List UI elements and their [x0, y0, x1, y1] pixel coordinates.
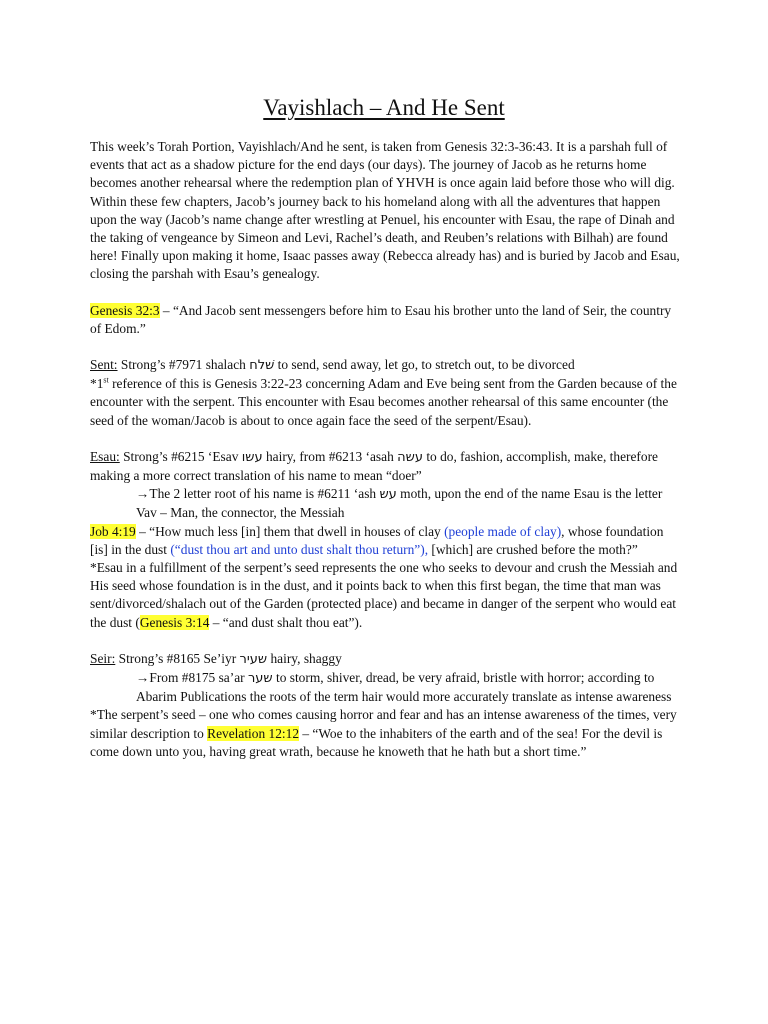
- job-text-3: [which] are crushed before the moth?”: [428, 541, 638, 557]
- seir-root-note: [90, 669, 680, 706]
- arrow-icon: →: [136, 670, 150, 686]
- sent-definition: [90, 356, 680, 375]
- sent-note: [90, 375, 680, 430]
- seir-from-1: From #8175 sa’ar: [149, 670, 248, 686]
- sent-hebrew: שׁלח: [249, 358, 275, 374]
- esau-serpent-note: [90, 559, 680, 632]
- document-body: [90, 138, 680, 761]
- seir-label: Seir:: [90, 650, 116, 666]
- ash-hebrew: עש: [379, 487, 397, 503]
- esau-note-2: – “and dust shalt thou eat”).: [209, 614, 363, 630]
- sent-note-sup: st: [103, 375, 109, 385]
- sent-note-prefix: *1: [90, 376, 104, 392]
- esau-strongs: Strong’s #6215 ‘Esav: [119, 448, 242, 464]
- revelation-12-12-highlight: Revelation 12:12: [207, 725, 300, 741]
- seir-definition: [90, 650, 680, 669]
- esau-label: Esau:: [90, 448, 120, 464]
- esau-def-2: hairy, from #6213 ‘asah: [262, 448, 398, 464]
- esau-root-note: [90, 485, 680, 522]
- job-verse: [90, 523, 680, 559]
- esau-root-1: The 2 letter root of his name is #6211 ‘ash: [149, 486, 380, 502]
- sent-strongs: Strong’s #7971 shalach: [117, 357, 250, 373]
- job-blue-3: ,: [424, 541, 429, 557]
- intro-paragraph: This week’s Torah Portion, Vayishlach/And he sent, is taken from Genesis 32:3-36:43. It is a parshah full of events that act as a shadow picture for the end days (our days). The journey of Jacob as he returns home becomes another rehearsal where the redemption plan of YHVH is once again laid before those who will dig. Within these few chapters, Jacob’s journey back to his homeland along with all the adventures that happen upon the way (Jacob’s name change after wrestling at Penuel, his encounter with Esau, the rape of Dinah and the taking of vengeance by Simeon and Levi, Rachel’s death, and Reuben’s relations with Bilhah) are found here! Finally upon making it home, Isaac passes away (Rebecca already has) and is buried by Jacob and Esau, closing the parshah with Esau’s genealogy.: [90, 139, 680, 282]
- seir-hebrew: שעיר: [239, 651, 268, 667]
- page-title: Vayishlach – And He Sent: [263, 95, 505, 120]
- job-text-1: – “How much less [in] them that dwell in houses of clay: [135, 523, 445, 539]
- seir-strongs: Strong’s #8165 Se’iyr: [115, 650, 240, 666]
- job-reference-highlight: Job 4:19: [90, 523, 136, 539]
- genesis-3-14-highlight: Genesis 3:14: [139, 614, 210, 630]
- verse-genesis-32-3: [90, 302, 680, 338]
- arrow-icon: →: [136, 486, 150, 502]
- seir-note-2: – “Woe to the inhabiters of the earth and of the sea! For the devil is come down unto you, having great wrath, because he knoweth that he hath but a short time.”: [90, 725, 663, 759]
- esau-definition: [90, 448, 680, 485]
- job-blue-2: (“dust thou art and unto dust shalt thou return”): [170, 541, 425, 557]
- verse-text: – “And Jacob sent messengers before him to Esau his brother unto the land of Seir, the country of Edom.”: [90, 302, 672, 336]
- asah-hebrew: עשה: [397, 449, 423, 465]
- seir-note-1: *The serpent’s seed – one who comes causing horror and fear and has an intense awareness of the times, very similar description to: [90, 707, 677, 741]
- verse-reference-highlight: Genesis 32:3: [90, 302, 160, 318]
- esau-note-1: *Esau in a fulfillment of the serpent’s seed represents the one who seeks to devour and crush the Messiah and His seed whose foundation is in the dust, and it points back to when this first began, the time that man was sent/divorced/shalach out of the Garden (protected place) and became in danger of the serpent who would eat the dust (: [90, 560, 678, 630]
- sent-meaning: to send, send away, let go, to stretch out, to be divorced: [274, 357, 575, 373]
- job-text-2: , whose foundation [is] in the dust: [90, 523, 664, 557]
- saar-hebrew: שער: [247, 671, 273, 687]
- sent-note-text: reference of this is Genesis 3:22-23 concerning Adam and Eve being sent from the Garden because of the encounter with the serpent. This encounter with Esau becomes another rehearsal of this same encounter (the seed of the woman/Jacob is about to once again face the seed of the serpent/Esau).: [90, 376, 677, 428]
- sent-label: Sent:: [90, 357, 118, 373]
- esau-hebrew: עשו: [241, 449, 263, 465]
- seir-from-2: to storm, shiver, dread, be very afraid, bristle with horror; according to Abarim Publications the roots of the term hair would more accurately translate as intense awareness: [136, 670, 672, 705]
- job-blue-1: (people made of clay): [444, 523, 562, 539]
- esau-def-3: to do, fashion, accomplish, make, therefore making a more correct translation of his name to mean “doer”: [90, 448, 658, 484]
- esau-root-2: moth, upon the end of the name Esau is the letter Vav – Man, the connector, the Messiah: [136, 486, 663, 521]
- seir-serpent-note: [90, 706, 680, 761]
- seir-def-2: hairy, shaggy: [267, 650, 342, 666]
